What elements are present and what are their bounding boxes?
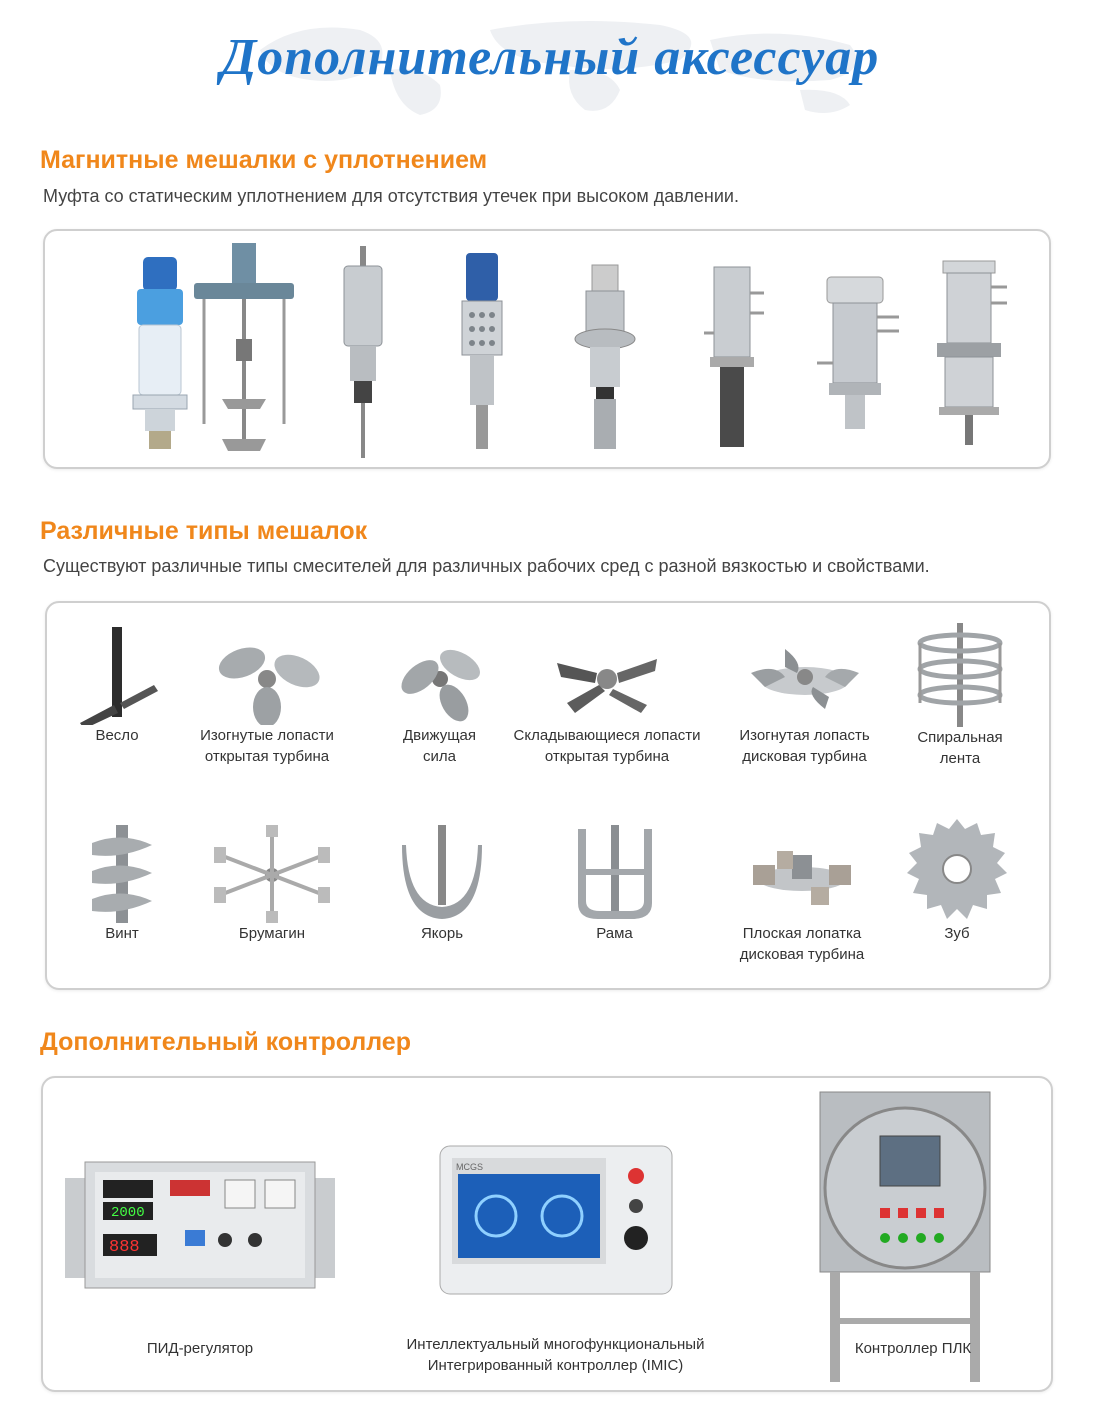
- brumagin-impeller-image: [212, 825, 332, 923]
- pid-display-value-2: 888: [109, 1238, 140, 1257]
- screen-brand-label: MCGS: [455, 1162, 483, 1172]
- magnetic-stirrer-image-5: [570, 261, 640, 456]
- impeller-item-pitched-blade: Изогнутые лопасти открытая турбина: [192, 633, 342, 767]
- section-title-seal: Магнитные мешалки с уплотнением: [40, 146, 488, 174]
- impeller-item-anchor: Якорь: [392, 825, 492, 944]
- impeller-item-tooth: Зуб: [907, 815, 1007, 944]
- section-title-controller: Дополнительный контроллер: [40, 1028, 411, 1056]
- helical-ribbon-impeller-image: [910, 623, 1010, 727]
- section-title-types: Различные типы мешалок: [40, 517, 368, 545]
- section-desc-types: Существуют различные типы смесителей для различных рабочих сред с разной вязкостью и свойствами.: [43, 556, 930, 576]
- impeller-item-folding-blade: Складывающиеся лопасти открытая турбина: [502, 633, 712, 767]
- magnetic-stirrer-image-8: [935, 257, 1015, 452]
- impeller-item-propeller: Движущая сила: [387, 633, 492, 767]
- pid-controller-image: [65, 1158, 335, 1298]
- seal-panel: [43, 229, 1051, 469]
- impeller-item-helical-ribbon: Спиральная лента: [905, 623, 1015, 769]
- pitched-blade-turbine-image: [212, 633, 322, 725]
- magnetic-stirrer-image-2: [190, 239, 300, 459]
- frame-impeller-image: [570, 825, 660, 923]
- impeller-item-brumagin: Брумагин: [212, 825, 332, 944]
- paddle-impeller-image: [72, 625, 162, 725]
- imic-controller-image: [426, 1140, 686, 1300]
- impeller-item-flat-disc: Плоская лопатка дисковая турбина: [717, 825, 887, 965]
- section-desc-seal: Муфта со статическим уплотнением для отсутствия утечек при высоком давлении.: [43, 186, 739, 206]
- impeller-item-curved-disc: Изогнутая лопасть дисковая турбина: [722, 633, 887, 767]
- screw-impeller-image: [82, 825, 162, 923]
- controller-panel: 2000 888 ПИД-регулятор MCGS Интеллектуальный многофункциональный Интегрированный контроллер (IMIC) Контроллер ПЛК: [41, 1076, 1053, 1392]
- flat-blade-disc-turbine-image: [747, 825, 857, 923]
- pid-display-value: 2000: [111, 1205, 145, 1221]
- impeller-types-panel: [45, 601, 1051, 990]
- impeller-item-screw: Винт: [77, 825, 167, 944]
- toothed-disc-impeller-image: [907, 815, 1007, 923]
- page-title: Дополнительный аксессуар: [220, 29, 880, 86]
- folding-blade-turbine-image: [547, 633, 667, 725]
- magnetic-stirrer-image-4: [452, 249, 512, 454]
- controller-item-pid: 2000 888 ПИД-регулятор: [65, 1158, 335, 1359]
- magnetic-stirrer-image-3: [338, 246, 388, 461]
- curved-blade-disc-turbine-image: [745, 633, 865, 725]
- magnetic-stirrer-image-1: [125, 249, 195, 454]
- anchor-impeller-image: [392, 825, 492, 923]
- impeller-item-paddle: Весло: [72, 625, 162, 746]
- impeller-item-frame: Рама: [567, 825, 662, 944]
- propeller-impeller-image: [390, 633, 490, 725]
- magnetic-stirrer-image-6: [700, 263, 770, 453]
- magnetic-stirrer-image-7: [815, 273, 905, 433]
- controller-item-imic: MCGS Интеллектуальный многофункциональный Интегрированный контроллер (IMIC): [383, 1140, 728, 1376]
